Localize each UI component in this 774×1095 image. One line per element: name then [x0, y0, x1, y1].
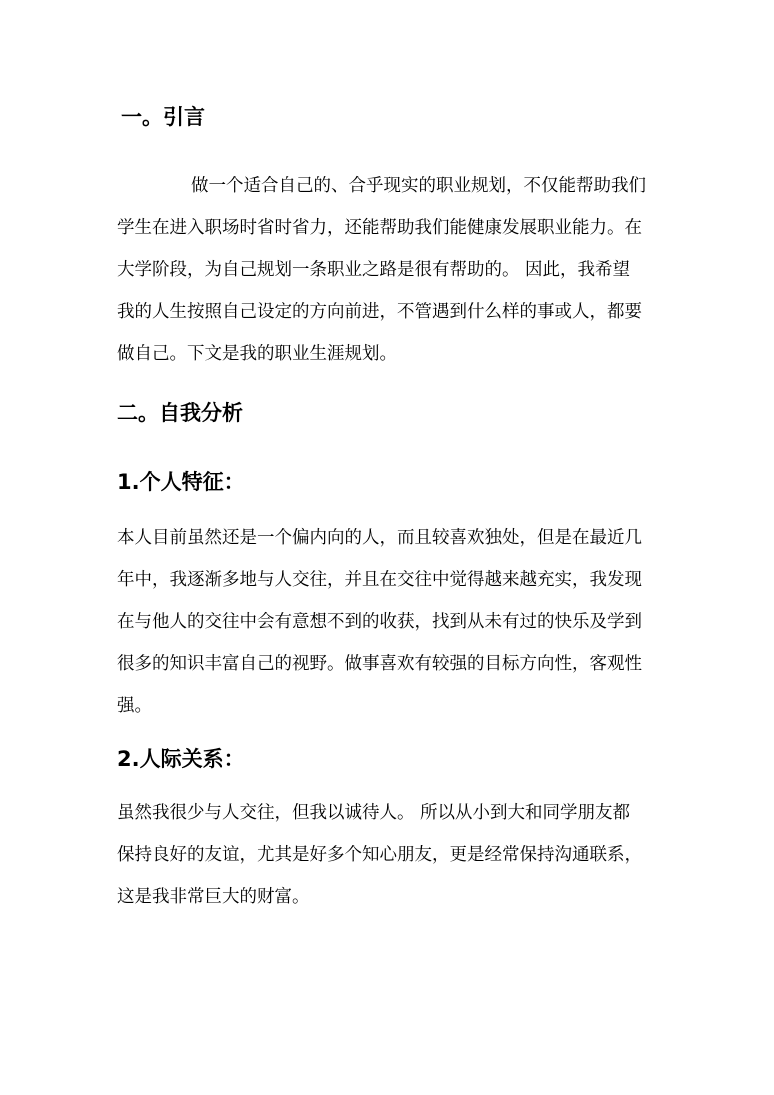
paragraph-line: 做自己。下文是我的职业生涯规划。	[117, 344, 397, 364]
paragraph-line: 大学阶段，为自己规划一条职业之路是很有帮助的。 因此，我希望	[117, 260, 631, 280]
paragraph-line: 很多的知识丰富自己的视野。做事喜欢有较强的目标方向性，客观性	[117, 654, 642, 674]
paragraph-line: 我的人生按照自己设定的方向前进，不管遇到什么样的事或人，都要	[117, 302, 642, 322]
paragraph-line: 在与他人的交往中会有意想不到的收获，找到从未有过的快乐及学到	[117, 612, 642, 632]
paragraph-line: 本人目前虽然还是一个偏内向的人，而且较喜欢独处，但是在最近几	[117, 528, 642, 548]
paragraph-line: 学生在进入职场时省时省力，还能帮助我们能健康发展职业能力。在	[117, 218, 642, 238]
paragraph-line: 保持良好的友谊，尤其是好多个知心朋友，更是经常保持沟通联系，	[117, 845, 642, 865]
subsection-heading-relationships: 2.人际关系：	[117, 747, 245, 771]
paragraph-line: 这是我非常巨大的财富。	[117, 887, 310, 907]
paragraph-line: 年中，我逐渐多地与人交往，并且在交往中觉得越来越充实，我发现	[117, 570, 642, 590]
paragraph-line: 做一个适合自己的、合乎现实的职业规划，不仅能帮助我们	[191, 176, 646, 196]
paragraph-line: 强。	[117, 696, 152, 716]
subsection-heading-personal-traits: 1.个人特征：	[117, 470, 245, 494]
paragraph-line: 虽然我很少与人交往，但我以诚待人。 所以从小到大和同学朋友都	[117, 803, 631, 823]
section-heading-self-analysis: 二。自我分析	[117, 401, 243, 425]
section-heading-introduction: 一。引言	[121, 105, 205, 129]
